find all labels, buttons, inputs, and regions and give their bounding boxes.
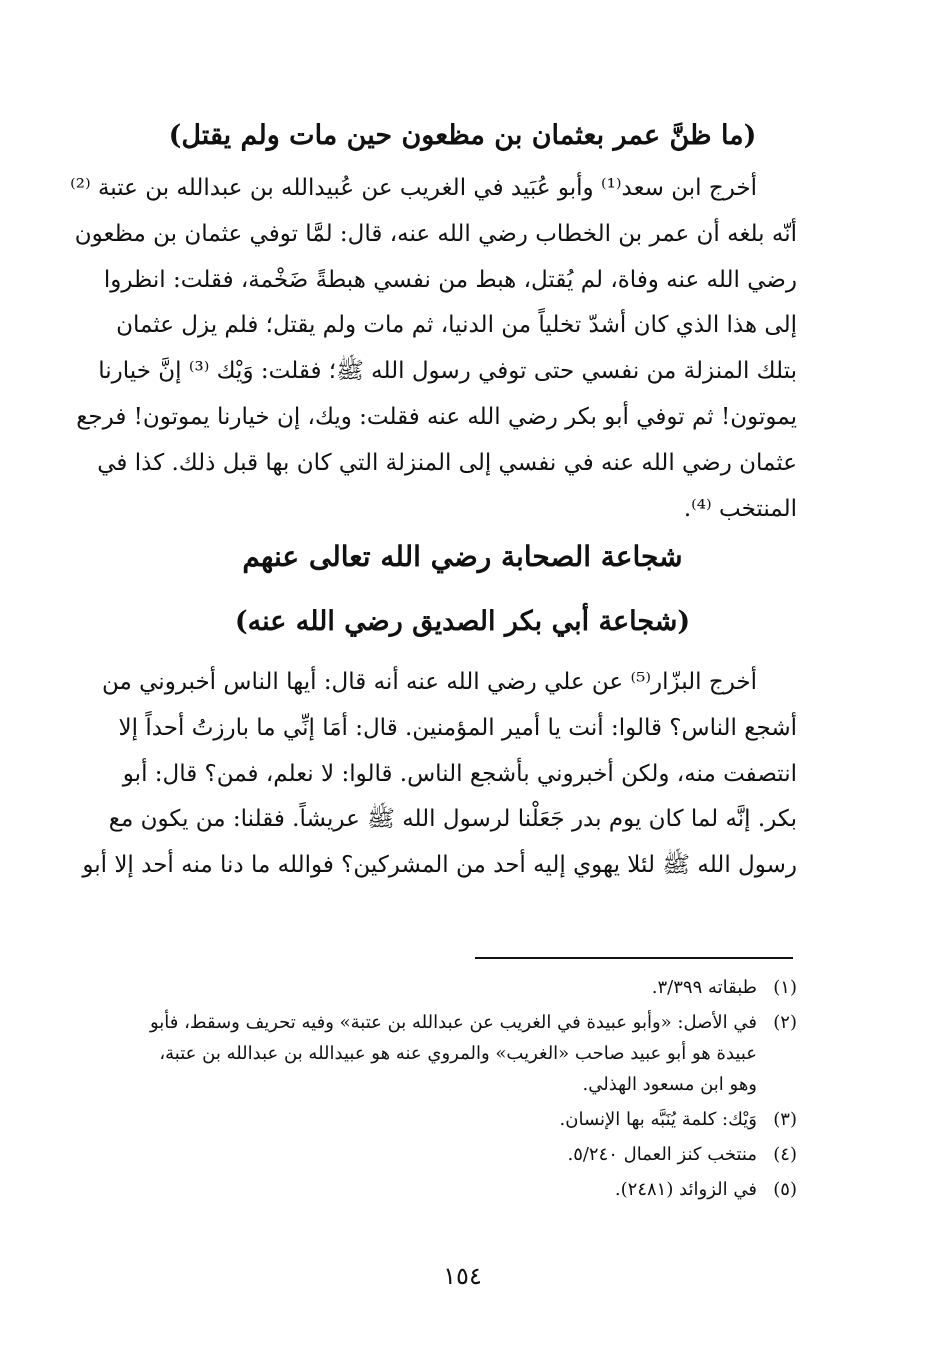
footnote-text: طبقاته ٣/٣٩٩. [651,977,757,998]
paragraph-uthman-ibn-mazoon [70,166,797,532]
section-heading-abu-bakr-courage: (شجاعة أبي بكر الصديق رضي الله عنه) [234,606,691,637]
footnote-text: في الأصل: «وأبو عبيدة في الغريب عن عبدالله بن عتبة» وفيه تحريف وسقط، فأبو [149,1012,757,1033]
page-number: ١٥٤ [443,1262,482,1290]
text-line: أنّه بلغه أن عمر بن الخطاب رضي الله عنه، قال: لمَّا توفي عثمان بن مظعون [74,220,797,247]
paragraph-bazzar-narration [82,660,797,889]
text-line: أشجع الناس؟ قالوا: أنت يا أمير المؤمنين. قال: أمَا إنِّي ما بارزتُ أحداً إلا [118,714,797,741]
text-line: عثمان رضي الله عنه في نفسي إلى المنزلة التي كان بها قبل ذلك. كذا في [97,449,797,476]
footnote-separator [475,957,793,959]
footnote-number: (١) [773,977,797,998]
section-heading-omar-uthman: (ما ظنَّ عمر بعثمان بن مظعون حين مات ولم يقتل) [168,120,757,151]
footnote-text: عبيدة هو أبو عبيد صاحب «الغريب» والمروي عنه هو عبيدالله بن عبدالله بن عتبة، [159,1043,757,1064]
footnote-text: وَيْك: كلمة يُنَبَّه بها الإنسان. [559,1109,757,1130]
text-line: رضي الله عنه وفاة، لم يُقتل، هبط من نفسي هبطةً ضَخْمة، فقلت: انظروا [103,266,797,293]
footnote-text: منتخب كنز العمال ٥/٢٤٠. [567,1144,757,1165]
text-line: بتلك المنزلة من نفسي حتى توفي رسول الله ﷺ؛ فقلت: وَيْك ⁽³⁾ إنَّ خيارنا [98,358,797,385]
footnote-number: (٣) [773,1109,797,1130]
footnote-4 [100,1139,797,1170]
footnotes [100,972,797,1209]
footnote-number: (٢) [773,1012,797,1033]
text-line: أخرج البزّار⁽⁵⁾ عن علي رضي الله عنه أنه قال: أيها الناس أخبروني من [102,669,757,695]
chapter-heading-companions-courage: شجاعة الصحابة رضي الله تعالى عنهم [242,540,683,573]
text-line: بكر. إنَّه لما كان يوم بدر جَعَلْنا لرسول الله ﷺ عريشاً. فقلنا: من يكون مع [108,806,797,833]
footnote-text: وهو ابن مسعود الهذلي. [582,1074,757,1095]
footnote-text: في الزوائد (٢٤٨١). [614,1179,757,1200]
footnote-number: (٥) [773,1179,797,1200]
text-line: انتصفت منه، ولكن أخبروني بأشجع الناس. قالوا: لا نعلم، فمن؟ قال: أبو [122,760,797,787]
text-line: أخرج ابن سعد⁽¹⁾ وأبو عُبَيد في الغريب عن عُبيدالله بن عبدالله بن عتبة ⁽²⁾ [70,175,757,201]
footnote-1 [100,972,797,1003]
text-line: يموتون! ثم توفي أبو بكر رضي الله عنه فقلت: ويك، إن خيارنا يموتون! فرجع [76,403,797,430]
footnote-5 [100,1174,797,1205]
footnote-2 [100,1007,797,1100]
footnote-number: (٤) [773,1144,797,1165]
text-line: رسول الله ﷺ لئلا يهوي إليه أحد من المشركين؟ فوالله ما دنا منه أحد إلا أبو [82,852,797,879]
text-line: إلى هذا الذي كان أشدّ تخلياً من الدنيا، ثم مات ولم يقتل؛ فلم يزل عثمان [116,312,797,339]
footnote-3 [100,1104,797,1135]
text-line: المنتخب ⁽⁴⁾. [683,495,797,522]
